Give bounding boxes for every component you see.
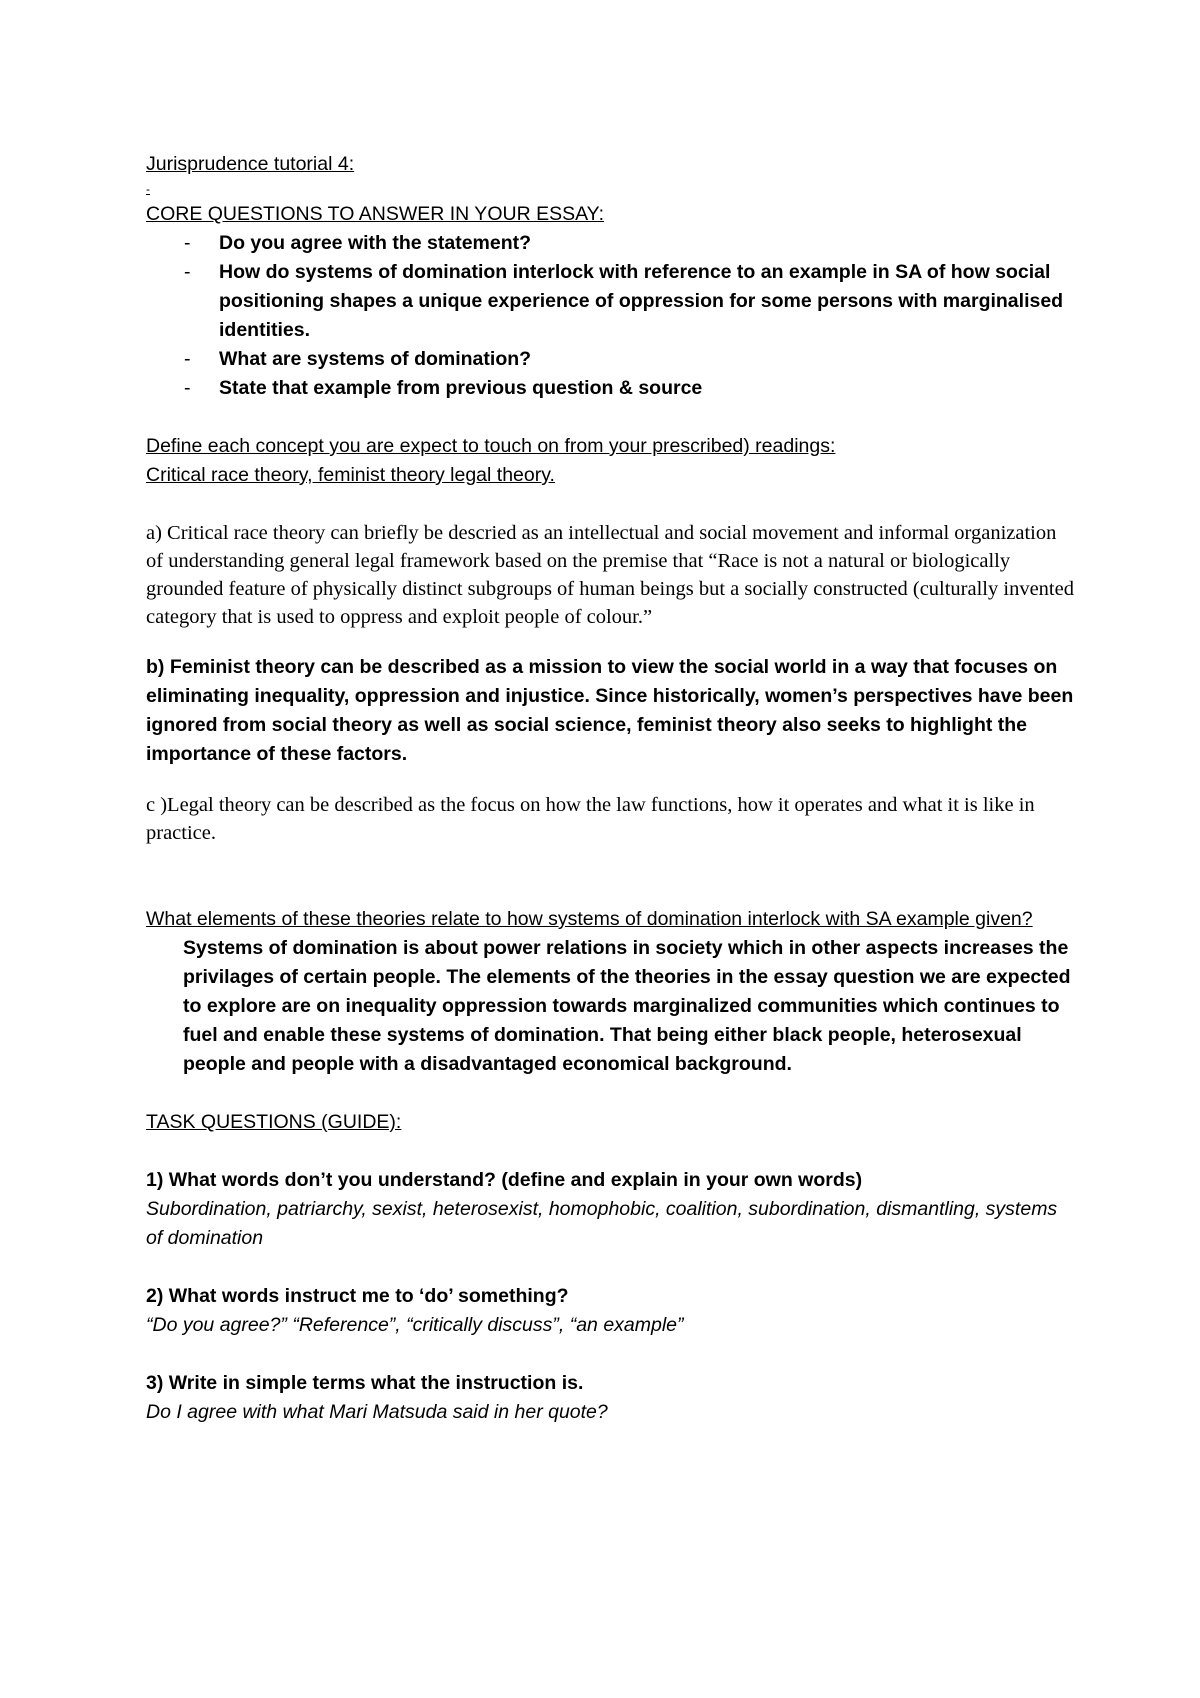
stray-mark: - [146, 182, 150, 196]
core-question-item: - State that example from previous question & source [146, 374, 1076, 403]
core-question-item: - What are systems of domination? [146, 345, 1076, 374]
definition-critical-race-theory: a) Critical race theory can briefly be descried as an intellectual and social movement and informal organization of understanding general legal framework based on the premise that “Race is not a natural or biologically grounded feature of physically distinct subgroups of human beings but a socially constructed (culturally invented category that is used to oppress and exploit people of colour.” [146, 522, 1074, 628]
task-2-question: 2) What words instruct me to ‘do’ something? [146, 1285, 569, 1307]
task-3-question: 3) Write in simple terms what the instruction is. [146, 1372, 584, 1394]
spacer [146, 1253, 1076, 1282]
elements-answer: Systems of domination is about power relations in society which in other aspects increases the privilages of certain people. The elements of the theories in the essay question we are expected to explore are on inequality oppression towards marginalized communities which continues to fuel and enable these systems of domination. That being either black people, heterosexual people and people with a disadvantaged economical background. [183, 937, 1071, 1075]
task-2-answer: “Do you agree?” “Reference”, “critically discuss”, “an example” [146, 1314, 684, 1336]
define-heading-line-1: Define each concept you are expect to touch on from your prescribed) readings: [146, 435, 836, 457]
core-question-item: - Do you agree with the statement? [146, 229, 1076, 258]
document-body [146, 150, 1076, 1427]
spacer [146, 1079, 1076, 1108]
define-heading-line-2: Critical race theory, feminist theory legal theory. [146, 464, 555, 486]
elements-heading: What elements of these theories relate to how systems of domination interlock with SA example given? [146, 908, 1033, 930]
spacer [146, 847, 1076, 905]
definition-legal-theory: c )Legal theory can be described as the focus on how the law functions, how it operates and what it is like in practice. [146, 794, 1035, 844]
page-title: Jurisprudence tutorial 4: [146, 153, 355, 175]
task-1-question: 1) What words don’t you understand? (define and explain in your own words) [146, 1169, 863, 1191]
task-3-answer: Do I agree with what Mari Matsuda said in her quote? [146, 1401, 608, 1423]
task-questions-heading: TASK QUESTIONS (GUIDE): [146, 1111, 402, 1133]
spacer [146, 769, 1076, 791]
core-questions-list [146, 229, 1076, 403]
spacer [146, 403, 1076, 432]
definition-feminist-theory: b) Feminist theory can be described as a mission to view the social world in a way that focuses on eliminating inequality, oppression and injustice. Since historically, women’s perspectives have been ignored from social theory as well as social science, feminist theory also seeks to highlight the importance of these factors. [146, 656, 1074, 765]
spacer [146, 631, 1076, 653]
spacer [146, 1137, 1076, 1166]
core-question-item: - How do systems of domination interlock with reference to an example in SA of how social positioning shapes a unique experience of oppression for some persons with marginalised identities. [146, 258, 1076, 345]
spacer [146, 1340, 1076, 1369]
core-questions-heading: CORE QUESTIONS TO ANSWER IN YOUR ESSAY: [146, 203, 604, 225]
task-1-answer: Subordination, patriarchy, sexist, heterosexist, homophobic, coalition, subordination, dismantling, systems of domination [146, 1198, 1058, 1249]
spacer [146, 490, 1076, 519]
